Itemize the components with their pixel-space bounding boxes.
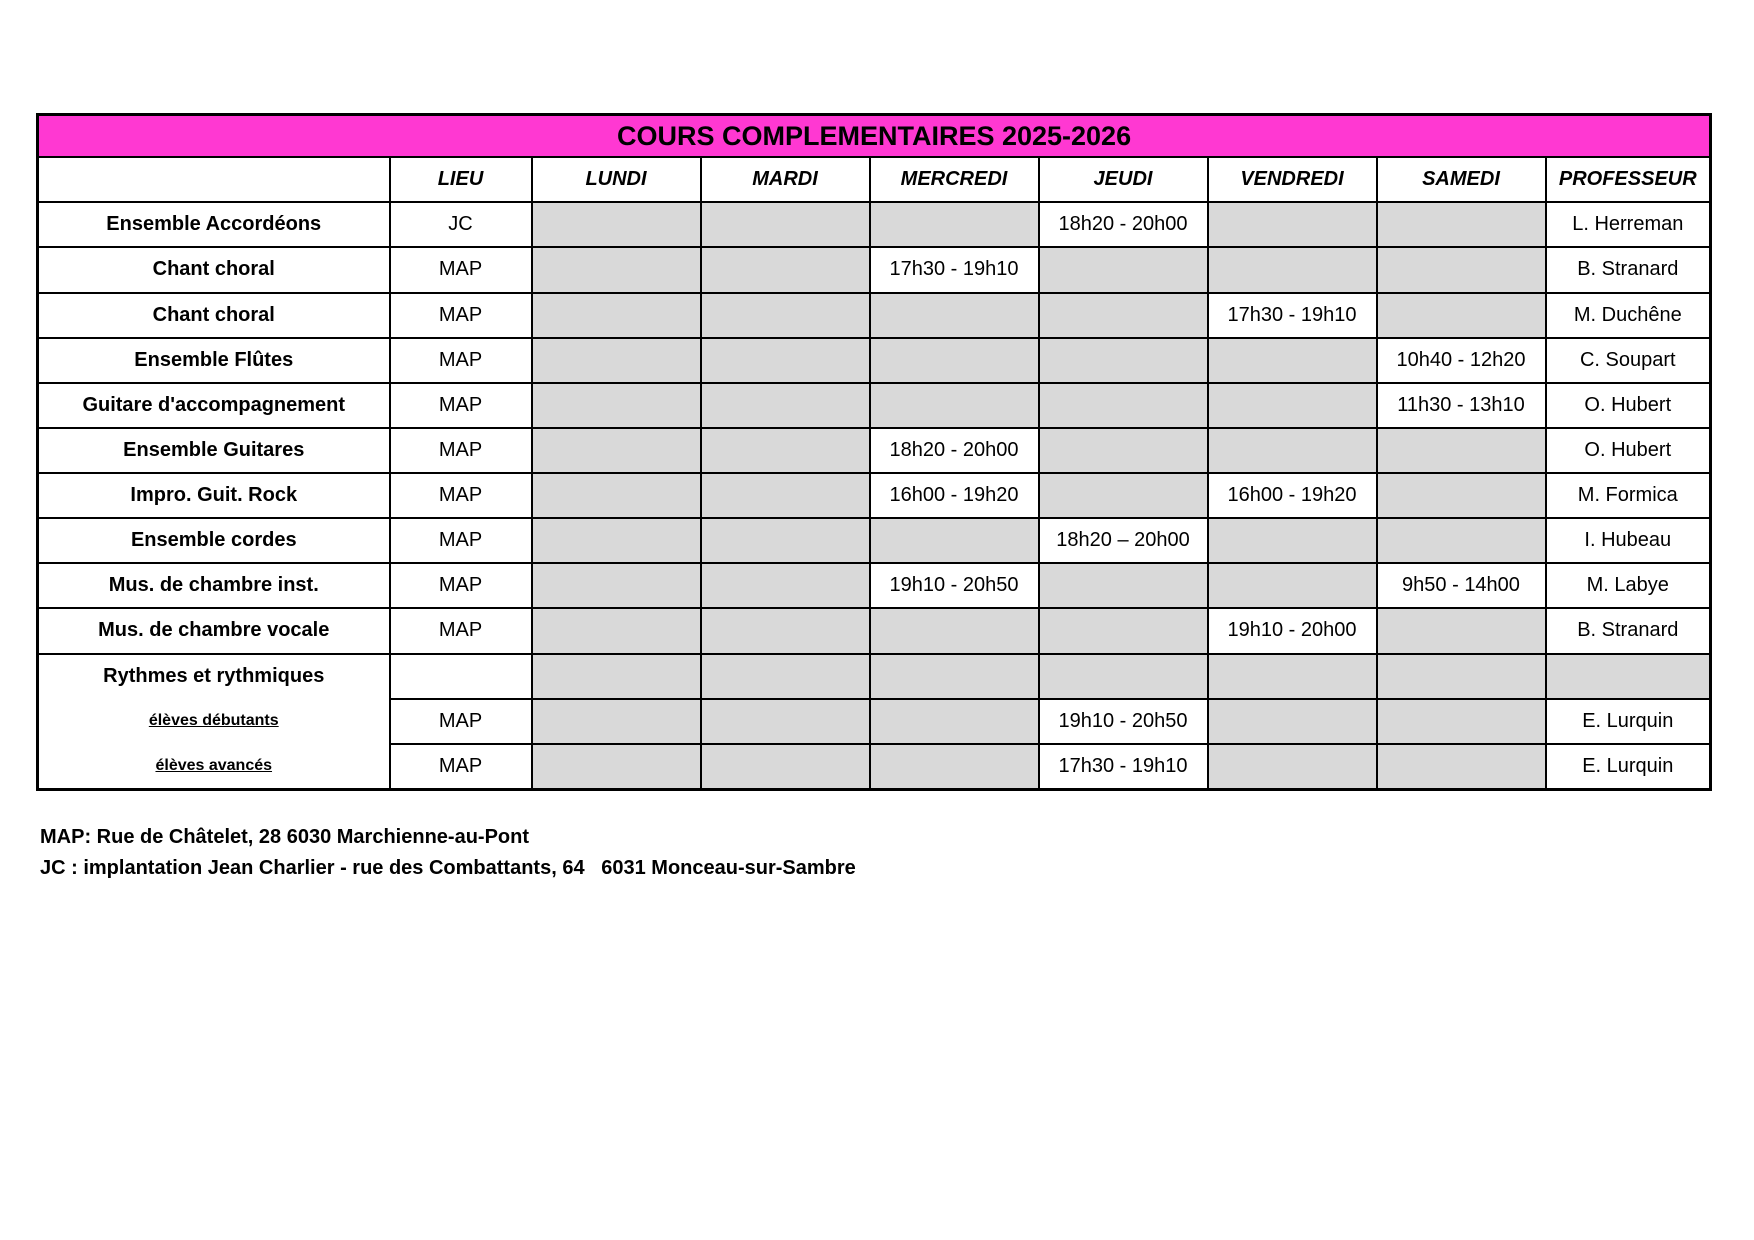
course-lieu: MAP	[390, 293, 532, 338]
empty-slot	[1208, 518, 1377, 563]
time-slot: 9h50 - 14h00	[1377, 563, 1546, 608]
course-name: Ensemble Guitares	[38, 428, 390, 473]
time-slot: 11h30 - 13h10	[1377, 383, 1546, 428]
table-row	[38, 563, 1711, 608]
empty-slot	[1208, 338, 1377, 383]
course-professeur: B. Stranard	[1546, 247, 1711, 292]
empty-slot	[1208, 744, 1377, 790]
table-row	[38, 293, 1711, 338]
empty-slot	[701, 338, 870, 383]
course-professeur: M. Labye	[1546, 563, 1711, 608]
course-lieu: MAP	[390, 428, 532, 473]
empty-slot	[532, 247, 701, 292]
notes-block	[40, 822, 856, 884]
empty-slot	[532, 608, 701, 653]
header-row	[38, 157, 1711, 202]
course-lieu: MAP	[390, 247, 532, 292]
empty-slot	[532, 428, 701, 473]
empty-slot	[1377, 608, 1546, 653]
course-professeur: I. Hubeau	[1546, 518, 1711, 563]
empty-slot	[532, 202, 701, 247]
empty-slot	[870, 744, 1039, 790]
course-lieu: MAP	[390, 744, 532, 790]
empty-slot	[1039, 338, 1208, 383]
empty-slot	[870, 338, 1039, 383]
time-slot: 19h10 - 20h00	[1208, 608, 1377, 653]
time-slot: 16h00 - 19h20	[870, 473, 1039, 518]
empty-slot	[870, 202, 1039, 247]
course-professeur: M. Duchêne	[1546, 293, 1711, 338]
course-name: Rythmes et rythmiques	[38, 654, 390, 699]
empty-slot	[1208, 247, 1377, 292]
course-professeur: B. Stranard	[1546, 608, 1711, 653]
empty-slot	[1039, 247, 1208, 292]
course-name: Guitare d'accompagnement	[38, 383, 390, 428]
course-lieu: MAP	[390, 699, 532, 744]
course-name: Impro. Guit. Rock	[38, 473, 390, 518]
empty-slot	[532, 473, 701, 518]
empty-slot	[1377, 654, 1546, 699]
empty-slot	[1546, 654, 1711, 699]
table-row	[38, 654, 1711, 699]
empty-slot	[1208, 654, 1377, 699]
course-professeur: O. Hubert	[1546, 428, 1711, 473]
table-row	[38, 744, 1711, 790]
course-professeur: M. Formica	[1546, 473, 1711, 518]
empty-slot	[1377, 293, 1546, 338]
course-name: Ensemble Flûtes	[38, 338, 390, 383]
empty-slot	[1377, 247, 1546, 292]
course-lieu	[390, 654, 532, 699]
empty-slot	[701, 202, 870, 247]
empty-slot	[701, 247, 870, 292]
empty-slot	[1039, 428, 1208, 473]
time-slot: 16h00 - 19h20	[1208, 473, 1377, 518]
empty-slot	[532, 699, 701, 744]
time-slot: 17h30 - 19h10	[870, 247, 1039, 292]
empty-slot	[532, 293, 701, 338]
header-day: LUNDI	[532, 157, 701, 202]
table-title: COURS COMPLEMENTAIRES 2025-2026	[38, 115, 1711, 158]
time-slot: 18h20 – 20h00	[1039, 518, 1208, 563]
header-day: JEUDI	[1039, 157, 1208, 202]
table-row	[38, 247, 1711, 292]
empty-slot	[701, 428, 870, 473]
empty-slot	[701, 518, 870, 563]
empty-slot	[1208, 383, 1377, 428]
time-slot: 19h10 - 20h50	[1039, 699, 1208, 744]
table-row	[38, 608, 1711, 653]
header-lieu: LIEU	[390, 157, 532, 202]
header-day: MARDI	[701, 157, 870, 202]
course-professeur: E. Lurquin	[1546, 744, 1711, 790]
course-lieu: MAP	[390, 518, 532, 563]
empty-slot	[701, 744, 870, 790]
course-name: Chant choral	[38, 293, 390, 338]
course-name: Mus. de chambre vocale	[38, 608, 390, 653]
header-course	[38, 157, 390, 202]
header-day: MERCREDI	[870, 157, 1039, 202]
empty-slot	[701, 293, 870, 338]
course-lieu: MAP	[390, 563, 532, 608]
empty-slot	[532, 654, 701, 699]
empty-slot	[1208, 563, 1377, 608]
table-row	[38, 202, 1711, 247]
empty-slot	[1039, 473, 1208, 518]
time-slot: 18h20 - 20h00	[870, 428, 1039, 473]
table-row	[38, 699, 1711, 744]
schedule-table	[36, 113, 1712, 791]
empty-slot	[1208, 699, 1377, 744]
course-professeur: E. Lurquin	[1546, 699, 1711, 744]
empty-slot	[1039, 563, 1208, 608]
time-slot: 10h40 - 12h20	[1377, 338, 1546, 383]
table-row	[38, 518, 1711, 563]
time-slot: 18h20 - 20h00	[1039, 202, 1208, 247]
empty-slot	[1377, 202, 1546, 247]
time-slot: 19h10 - 20h50	[870, 563, 1039, 608]
table-row	[38, 428, 1711, 473]
empty-slot	[870, 383, 1039, 428]
empty-slot	[1377, 473, 1546, 518]
time-slot: 17h30 - 19h10	[1039, 744, 1208, 790]
note-jc: JC : implantation Jean Charlier - rue des Combattants, 64 6031 Monceau-sur-Sambre	[40, 857, 856, 879]
empty-slot	[532, 744, 701, 790]
course-name: Chant choral	[38, 247, 390, 292]
course-lieu: MAP	[390, 473, 532, 518]
empty-slot	[870, 608, 1039, 653]
header-day: SAMEDI	[1377, 157, 1546, 202]
time-slot: 17h30 - 19h10	[1208, 293, 1377, 338]
empty-slot	[701, 383, 870, 428]
empty-slot	[1039, 608, 1208, 653]
empty-slot	[532, 383, 701, 428]
course-professeur: L. Herreman	[1546, 202, 1711, 247]
empty-slot	[701, 699, 870, 744]
table-row	[38, 473, 1711, 518]
empty-slot	[1377, 428, 1546, 473]
empty-slot	[870, 654, 1039, 699]
empty-slot	[1208, 428, 1377, 473]
course-name: Mus. de chambre inst.	[38, 563, 390, 608]
title-row	[38, 115, 1711, 158]
empty-slot	[1039, 383, 1208, 428]
table-row	[38, 383, 1711, 428]
empty-slot	[1039, 654, 1208, 699]
empty-slot	[701, 654, 870, 699]
empty-slot	[701, 563, 870, 608]
empty-slot	[1377, 518, 1546, 563]
course-lieu: MAP	[390, 608, 532, 653]
empty-slot	[701, 473, 870, 518]
empty-slot	[1208, 202, 1377, 247]
empty-slot	[532, 338, 701, 383]
empty-slot	[870, 293, 1039, 338]
course-lieu: JC	[390, 202, 532, 247]
empty-slot	[532, 518, 701, 563]
empty-slot	[1377, 744, 1546, 790]
empty-slot	[532, 563, 701, 608]
header-day: VENDREDI	[1208, 157, 1377, 202]
empty-slot	[1377, 699, 1546, 744]
course-name: Ensemble cordes	[38, 518, 390, 563]
table-row	[38, 338, 1711, 383]
empty-slot	[870, 699, 1039, 744]
course-lieu: MAP	[390, 383, 532, 428]
note-map: MAP: Rue de Châtelet, 28 6030 Marchienne-au-Pont	[40, 826, 530, 848]
empty-slot	[701, 608, 870, 653]
empty-slot	[1039, 293, 1208, 338]
course-professeur: O. Hubert	[1546, 383, 1711, 428]
empty-slot	[870, 518, 1039, 563]
header-professeur: PROFESSEUR	[1546, 157, 1711, 202]
course-name: Ensemble Accordéons	[38, 202, 390, 247]
course-sublevel: élèves avancés	[38, 744, 390, 790]
schedule-body	[38, 115, 1711, 790]
course-professeur: C. Soupart	[1546, 338, 1711, 383]
course-sublevel: élèves débutants	[38, 699, 390, 744]
course-lieu: MAP	[390, 338, 532, 383]
